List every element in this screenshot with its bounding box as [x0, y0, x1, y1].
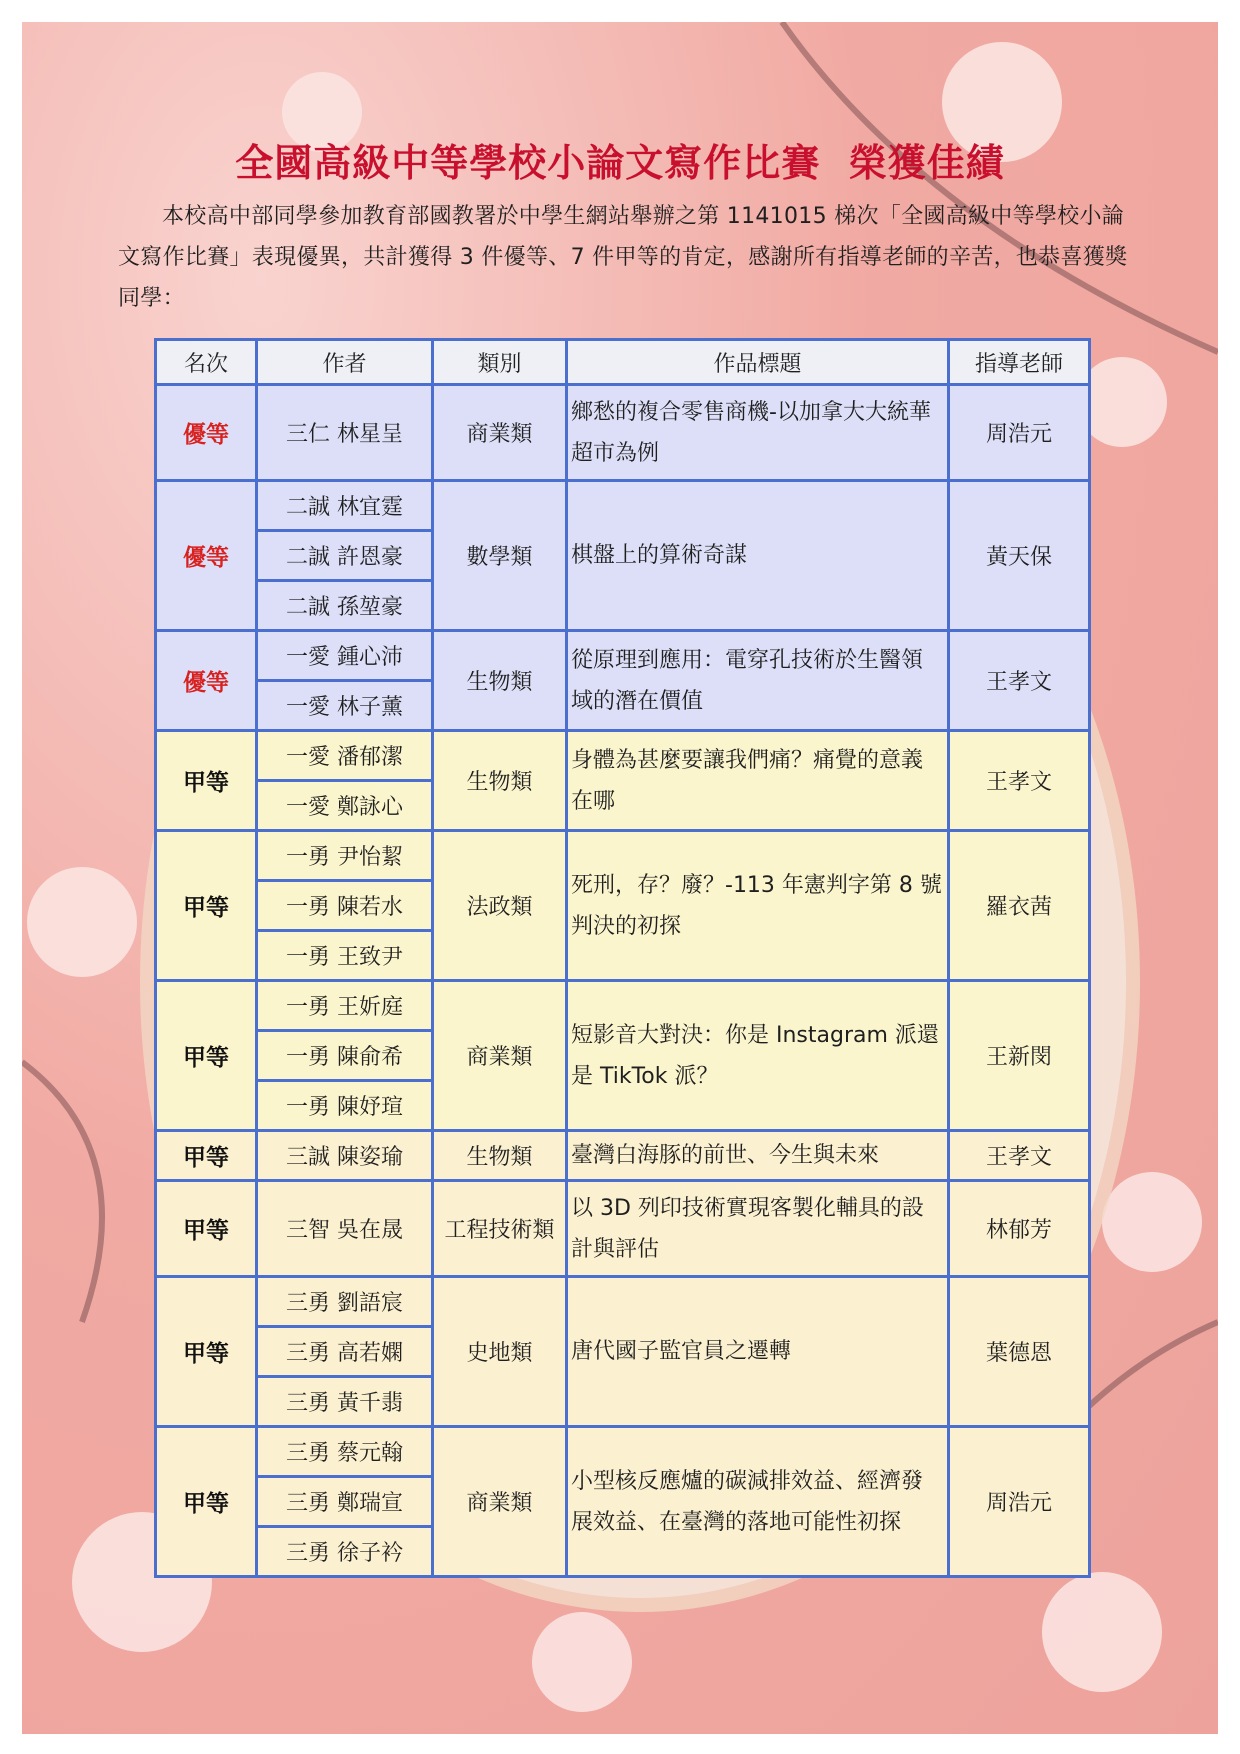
category-cell: 生物類 [433, 1131, 567, 1181]
work-title-cell: 從原理到應用：電穿孔技術於生醫領域的潛在價值 [567, 631, 949, 731]
author-cell: 一勇 陳若水 [257, 881, 433, 931]
teacher-cell: 葉德恩 [949, 1277, 1090, 1427]
author-cell: 一愛 鄭詠心 [257, 781, 433, 831]
category-cell: 商業類 [433, 385, 567, 481]
table-row [156, 481, 1090, 531]
author-cell: 三勇 鄭瑞宣 [257, 1477, 433, 1527]
work-title-cell: 小型核反應爐的碳減排效益、經濟發展效益、在臺灣的落地可能性初探 [567, 1427, 949, 1577]
author-cell: 一勇 王致尹 [257, 931, 433, 981]
header-category: 類別 [433, 340, 567, 385]
rank-cell: 甲等 [156, 1427, 257, 1577]
rank-cell: 優等 [156, 481, 257, 631]
rank-cell: 甲等 [156, 1131, 257, 1181]
header-rank: 名次 [156, 340, 257, 385]
author-cell: 三勇 蔡元翰 [257, 1427, 433, 1477]
category-cell: 法政類 [433, 831, 567, 981]
teacher-cell: 林郁芳 [949, 1181, 1090, 1277]
author-cell: 一愛 鍾心沛 [257, 631, 433, 681]
author-cell: 三勇 劉語宸 [257, 1277, 433, 1327]
table-row [156, 731, 1090, 781]
header-teacher: 指導老師 [949, 340, 1090, 385]
rank-cell: 甲等 [156, 981, 257, 1131]
table-row [156, 831, 1090, 881]
author-cell: 二誠 許恩豪 [257, 531, 433, 581]
table-row [156, 385, 1090, 481]
category-cell: 工程技術類 [433, 1181, 567, 1277]
intro-paragraph: 本校高中部同學參加教育部國教署於中學生網站舉辦之第 1141015 梯次「全國高級中等學校小論文寫作比賽」表現優異，共計獲得 3 件優等、7 件甲等的肯定，感謝所有指導老師的辛苦，也恭喜獲獎同學： [118, 204, 1128, 311]
teacher-cell: 王孝文 [949, 631, 1090, 731]
work-title-cell: 棋盤上的算術奇謀 [567, 481, 949, 631]
table-row [156, 1131, 1090, 1181]
teacher-cell: 羅衣茜 [949, 831, 1090, 981]
rank-cell: 甲等 [156, 731, 257, 831]
teacher-cell: 王孝文 [949, 1131, 1090, 1181]
author-cell: 一勇 陳妤瑄 [257, 1081, 433, 1131]
author-cell: 三勇 徐子衿 [257, 1527, 433, 1577]
header-author: 作者 [257, 340, 433, 385]
category-cell: 商業類 [433, 1427, 567, 1577]
work-title-cell: 以 3D 列印技術實現客製化輔具的設計與評估 [567, 1181, 949, 1277]
author-cell: 三仁 林星呈 [257, 385, 433, 481]
author-cell: 一勇 尹怡絜 [257, 831, 433, 881]
author-cell: 一愛 潘郁潔 [257, 731, 433, 781]
author-cell: 二誠 林宜霆 [257, 481, 433, 531]
work-title-cell: 唐代國子監官員之遷轉 [567, 1277, 949, 1427]
teacher-cell: 周浩元 [949, 385, 1090, 481]
author-cell: 三智 吳在晟 [257, 1181, 433, 1277]
header-title: 作品標題 [567, 340, 949, 385]
table-row [156, 631, 1090, 681]
author-cell: 一勇 王妡庭 [257, 981, 433, 1031]
category-cell: 生物類 [433, 631, 567, 731]
rank-cell: 優等 [156, 385, 257, 481]
rank-cell: 優等 [156, 631, 257, 731]
page-title: 全國高級中等學校小論文寫作比賽 榮獲佳績 [235, 140, 1005, 185]
work-title-cell: 臺灣白海豚的前世、今生與未來 [567, 1131, 949, 1181]
rank-cell: 甲等 [156, 1181, 257, 1277]
table-row [156, 1427, 1090, 1477]
work-title-cell: 短影音大對決：你是 Instagram 派還是 TikTok 派？ [567, 981, 949, 1131]
table-row [156, 981, 1090, 1031]
table-row [156, 1277, 1090, 1327]
rank-cell: 甲等 [156, 831, 257, 981]
teacher-cell: 王孝文 [949, 731, 1090, 831]
author-cell: 三勇 黃千翡 [257, 1377, 433, 1427]
work-title-cell: 身體為甚麼要讓我們痛？痛覺的意義在哪 [567, 731, 949, 831]
work-title-cell: 鄉愁的複合零售商機-以加拿大大統華超市為例 [567, 385, 949, 481]
awards-table [154, 338, 1091, 1578]
author-cell: 一愛 林子薰 [257, 681, 433, 731]
category-cell: 數學類 [433, 481, 567, 631]
author-cell: 二誠 孫堃豪 [257, 581, 433, 631]
category-cell: 史地類 [433, 1277, 567, 1427]
table-header-row [156, 340, 1090, 385]
teacher-cell: 周浩元 [949, 1427, 1090, 1577]
author-cell: 三勇 高若嫻 [257, 1327, 433, 1377]
author-cell: 三誠 陳姿瑜 [257, 1131, 433, 1181]
teacher-cell: 王新閔 [949, 981, 1090, 1131]
category-cell: 生物類 [433, 731, 567, 831]
teacher-cell: 黃天保 [949, 481, 1090, 631]
table-row [156, 1181, 1090, 1277]
author-cell: 一勇 陳俞希 [257, 1031, 433, 1081]
category-cell: 商業類 [433, 981, 567, 1131]
rank-cell: 甲等 [156, 1277, 257, 1427]
work-title-cell: 死刑，存？廢？-113 年憲判字第 8 號判決的初探 [567, 831, 949, 981]
